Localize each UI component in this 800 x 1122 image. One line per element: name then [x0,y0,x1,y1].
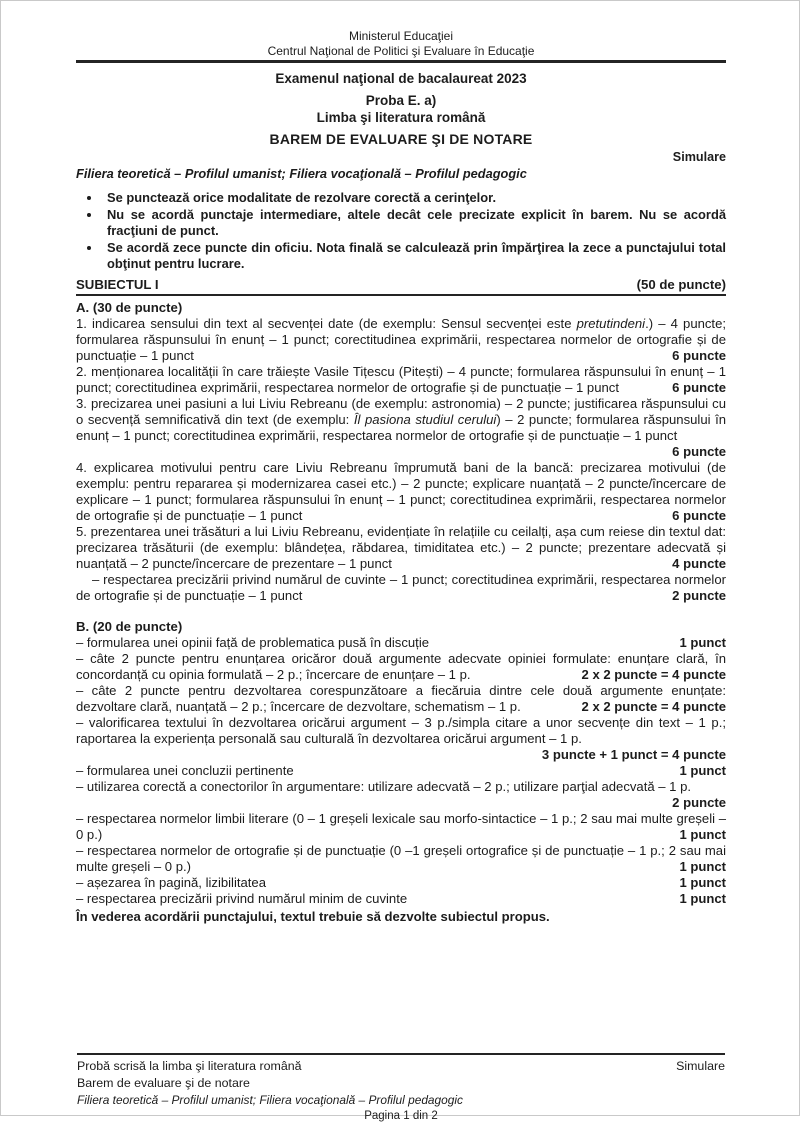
points-value: 6 puncte [672,507,726,523]
rubric-item-text: – așezarea în pagină, lizibilitatea [76,874,266,890]
exam-discipline: Limba şi literatura română [316,110,486,125]
rubric-item-text: 2. menționarea localității în care trăiește Vasile Tițescu (Pitești) – 4 puncte; formularea răspunsului în enunț – 1 punct; corectitudinea exprimării, respectarea normelor de ortografie și de punctuație – 1 punct [76,363,726,395]
session-label: Simulare [672,150,726,164]
subject1-total-points: (50 de puncte) [636,276,726,292]
rubric-item-text: – valorificarea textului în dezvoltarea oricărui argument – 3 p./simpla citare a unor secvențe din text – 1 p.; raportarea la experiența personală sau culturală în dezvoltarea oricărui argument – 1 p. [76,714,726,746]
rubric-item-text: Îl pasiona studiul cerului [353,411,497,427]
points-value: 2 x 2 puncte = 4 puncte [581,698,726,714]
rubric-item-text: – formularea unei opinii față de problematica pusă în discuție [76,634,430,650]
rubric-item [76,683,726,715]
rubric-item [76,875,726,891]
points-value: 6 puncte [672,379,726,395]
rubric-item-text: – formularea unei concluzii pertinente [76,762,294,778]
section-a-items [76,316,726,604]
ministry-name: Ministerul Educaţiei [348,29,454,43]
footer-session-label: Simulare [676,1059,725,1073]
page-content [1,1,799,925]
points-value: 1 punct [679,762,726,778]
rubric-item-text: 4. explicarea motivului pentru care Liviu Rebreanu împrumută bani de la bancă: precizarea motivului (de exemplu: pentru repararea și modernizarea casei etc.) – 2 puncte; explicare nuanțată – 2 puncte/încercare de explicare – 1 punct; formularea răspunsului în enunț – 1 punct; corectitudinea exprimării, respectarea normelor de ortografie și de punctuație – 1 punct [76,459,726,523]
rubric-item-text: .) – 4 puncte; formularea răspunsului în enunț – 1 punct; corectitudinea exprimării, respectarea normelor de ortografie și de punctuație – 1 punct [76,315,726,363]
note-item: • Se punctează orice modalitate de rezolvare corectă a cerinţelor. [102,190,726,207]
rubric-item-text: ) – 2 puncte; formularea răspunsului în enunț – 1 punct; corectitudinea exprimării, respectarea normelor de ortografie și de punctuație – 1 punct [76,411,726,443]
rubric-item [76,843,726,875]
rubric-item [76,891,726,907]
points-value: 4 puncte [672,555,726,571]
points-value: 6 puncte [672,347,726,363]
points-value: 2 puncte [672,587,726,603]
rubric-item [76,572,726,604]
section-b-items [76,635,726,907]
points-value: 1 punct [679,634,726,650]
org-header [76,29,726,63]
rubric-item [76,779,726,811]
rubric-item-text: – respectarea normelor de ortografie și de punctuație (0 –1 greșeli ortografice și de punctuație – 1 p.; 2 sau mai multe greșeli – 0 p.) [76,842,726,874]
points-value: 3 puncte + 1 punct = 4 puncte [541,746,726,762]
rubric-item-text: – respectarea precizării privind numărul de cuvinte – 1 punct; corectitudinea exprimării, respectarea normelor de ortografie și de punctuație – 1 punct [76,571,726,603]
points-value: 2 x 2 puncte = 4 puncte [581,666,726,682]
subject1-label: SUBIECTUL I [76,276,159,292]
filiera-line: Filiera teoretică – Profilul umanist; Filiera vocaţională – Profilul pedagogic [76,166,527,181]
footer-proba-line: Probă scrisă la limba şi literatura română [77,1059,302,1073]
points-value: 1 punct [679,858,726,874]
general-notes-list [76,190,726,273]
rubric-item-text: – câte 2 puncte pentru dezvoltarea corespunzătoare a fiecăruia dintre cele două argumente enunțate: dezvoltare clară, nuanțată – 2 p.; încercare de dezvoltare, schematism – 1 p. [76,682,726,714]
points-value: 6 puncte [672,443,726,459]
exam-proba: Proba E. a) [365,93,437,108]
barem-title: BAREM DE EVALUARE ŞI DE NOTARE [269,131,533,147]
rubric-item [76,635,726,651]
note-item: • Se acordă zece puncte din oficiu. Nota finală se calculează prin împărţirea la zece a punctajului total obţinut pentru lucrare. [102,240,726,273]
section-b-heading: B. (20 de puncte) [76,618,183,634]
note-item: • Nu se acordă punctaje intermediare, altele decât cele precizate explicit în barem. Nu se acordă fracţiuni de punct. [102,207,726,240]
center-name: Centrul Naţional de Politici şi Evaluare în Educaţie [267,43,535,58]
footer-rule [77,1053,725,1055]
section-a-heading: A. (30 de puncte) [76,299,183,315]
rubric-item-text: – respectarea precizării privind numărul minim de cuvinte [76,890,408,906]
subject1-header-row [76,277,726,296]
rubric-item [76,364,726,396]
rubric-item-text: pretutindeni [576,315,646,331]
rubric-item [76,316,726,364]
rubric-item [76,524,726,572]
footer-barem-line: Barem de evaluare şi de notare [77,1076,250,1090]
rubric-item-text: 3. precizarea unei pasiuni a lui Liviu Rebreanu (de exemplu: astronomia) – 2 puncte; justificarea răspunsului cu o secvență semnificativă din text (de exemplu: [76,395,726,427]
points-value: 1 punct [679,890,726,906]
points-value: 2 puncte [672,794,726,810]
footer-filiera-line: Filiera teoretică – Profilul umanist; Filiera vocaţională – Profilul pedagogic [77,1093,463,1107]
rubric-item [76,811,726,843]
rubric-item [76,460,726,524]
rubric-item-text: – câte 2 puncte pentru enunțarea oricăror două argumente adecvate opiniei formulate: enunțare clară, în concordanță cu opinia formulată – 2 p.; încercare de enunțare – 1 p. [76,650,726,682]
points-value: 1 punct [679,874,726,890]
rubric-item-text: – respectarea normelor limbii literare (0 – 1 greșeli lexicale sau morfo-sintactice – 1 p.; 2 sau mai multe greșeli – 0 p.) [76,810,726,842]
rubric-item-text: 5. prezentarea unei trăsături a lui Liviu Rebreanu, evidențiate în relațiile cu ceilalți, așa cum reiese din textul dat: precizarea trăsăturii (de exemplu: blândețea, răbdarea, timiditatea etc.) – 2 puncte; prezentare adecvată și nuanțată – 2 puncte/încercare de prezentare – 1 punct [76,523,726,571]
page-footer [77,1053,725,1122]
rubric-item [76,651,726,683]
rubric-item [76,396,726,460]
rubric-item [76,763,726,779]
rubric-item-text: – utilizarea corectă a conectorilor în argumentare: utilizare adecvată – 2 p.; utilizare parţial adecvată – 1 p. [76,778,692,794]
closing-note: În vederea acordării punctajului, textul trebuie să dezvolte subiectul propus. [76,908,550,924]
points-value: 1 punct [679,826,726,842]
page-number: Pagina 1 din 2 [364,1110,438,1122]
footer-row-1 [77,1059,725,1073]
rubric-item [76,715,726,763]
exam-title: Examenul naţional de bacalaureat 2023 [275,71,527,86]
rubric-item-text: 1. indicarea sensului din text al secvenței date (de exemplu: Sensul secvenței este [76,315,577,331]
